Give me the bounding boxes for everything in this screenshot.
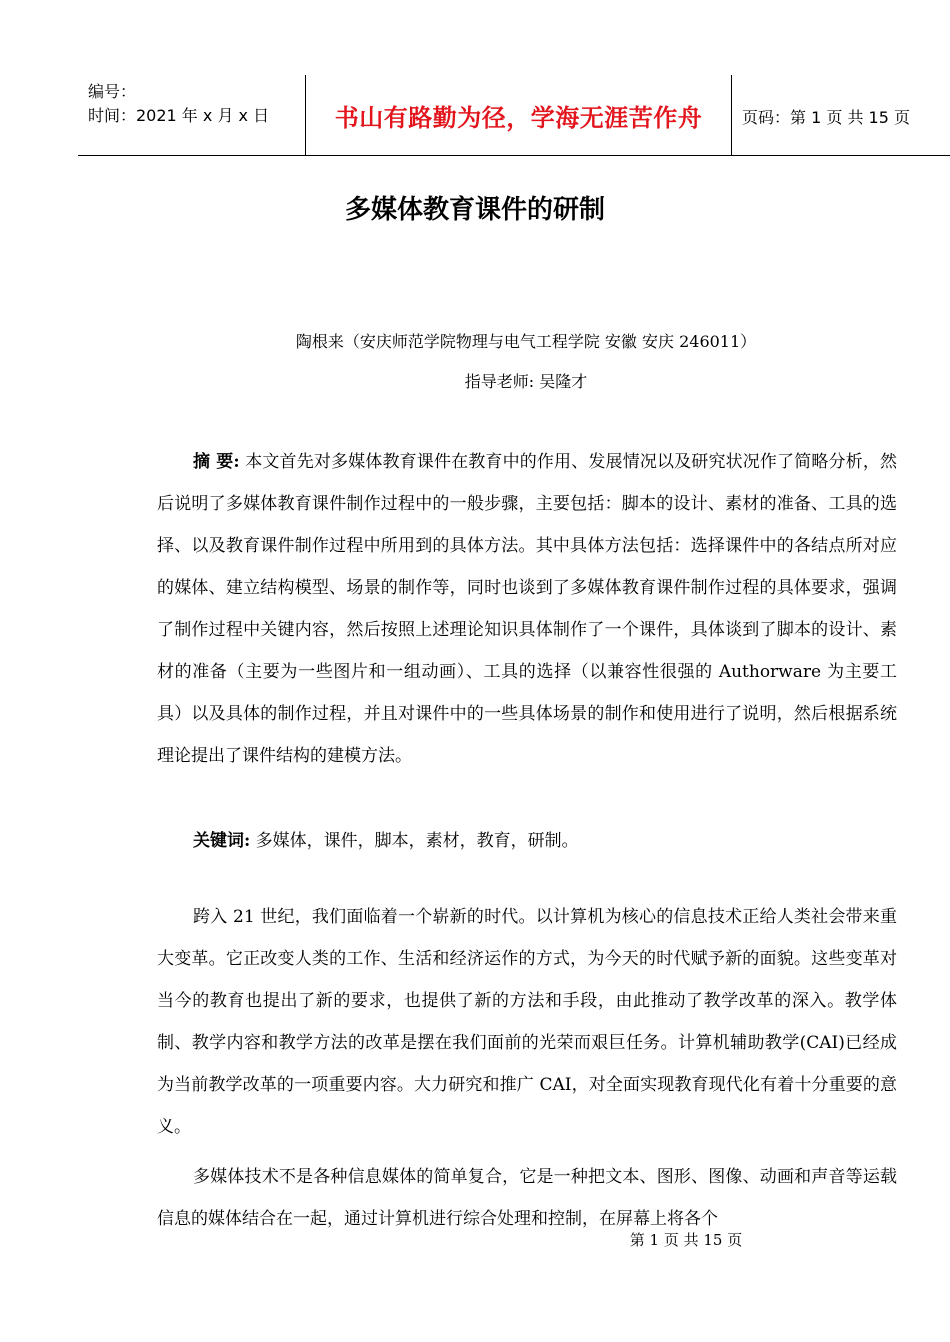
abstract-label: 摘 要:	[193, 452, 240, 472]
page-footer: 第 1 页 共 15 页	[629, 1231, 743, 1249]
header-page-label: 页码：第 1 页 共 15 页	[742, 108, 910, 127]
keywords-paragraph	[157, 820, 897, 862]
body-paragraph	[157, 896, 897, 1148]
paragraph-text: 跨入 21 世纪，我们面临着一个崭新的时代。以计算机为核心的信息技术正给人类社会带来重大变革。它正改变人类的工作、生活和经济运作的方式，为今天的时代赋予新的面貌。这些变革对当今的教育也提出了新的要求，也提供了新的方法和手段，由此推动了教学改革的深入。教学体制、教学内容和教学方法的改革是摆在我们面前的光荣而艰巨任务。计算机辅助教学(CAI)已经成为当前教学改革的一项重要内容。大力研究和推广 CAI，对全面实现教育现代化有着十分重要的意义。	[157, 907, 897, 1137]
author-line: 陶根来（安庆师范学院物理与电气工程学院 安徽 安庆 246011）	[295, 332, 757, 351]
header-rule	[78, 155, 950, 156]
paragraph-text: 多媒体技术不是各种信息媒体的简单复合，它是一种把文本、图形、图像、动画和声音等运载信息的媒体结合在一起，通过计算机进行综合处理和控制，在屏幕上将各个	[157, 1167, 897, 1229]
document-title: 多媒体教育课件的研制	[344, 195, 605, 225]
page-header	[0, 0, 950, 156]
keywords-text: 多媒体，课件，脚本，素材，教育，研制。	[250, 831, 579, 851]
time-label: 时间：2021 年 x 月 x 日	[88, 106, 270, 125]
header-motto: 书山有路勤为径，学海无涯苦作舟	[334, 104, 703, 132]
header-divider	[731, 75, 732, 155]
abstract-paragraph	[157, 441, 897, 777]
advisor-line: 指导老师: 吴隆才	[464, 372, 588, 391]
abstract	[157, 441, 897, 777]
keywords-label: 关键词:	[193, 831, 251, 851]
number-label: 编号：	[88, 82, 137, 101]
header-meta	[88, 80, 269, 128]
keywords	[157, 820, 897, 862]
abstract-text: 本文首先对多媒体教育课件在教育中的作用、发展情况以及研究状况作了简略分析，然后说明了多媒体教育课件制作过程中的一般步骤，主要包括：脚本的设计、素材的准备、工具的选择、以及教育课件制作过程中所用到的具体方法。其中具体方法包括：选择课件中的各结点所对应的媒体、建立结构模型、场景的制作等，同时也谈到了多媒体教育课件制作过程的具体要求，强调了制作过程中关键内容，然后按照上述理论知识具体制作了一个课件，具体谈到了脚本的设计、素材的准备（主要为一些图片和一组动画）、工具的选择（以兼容性很强的 Authorware 为主要工具）以及具体的制作过程，并且对课件中的一些具体场景的制作和使用进行了说明，然后根据系统理论提出了课件结构的建模方法。	[157, 452, 897, 766]
